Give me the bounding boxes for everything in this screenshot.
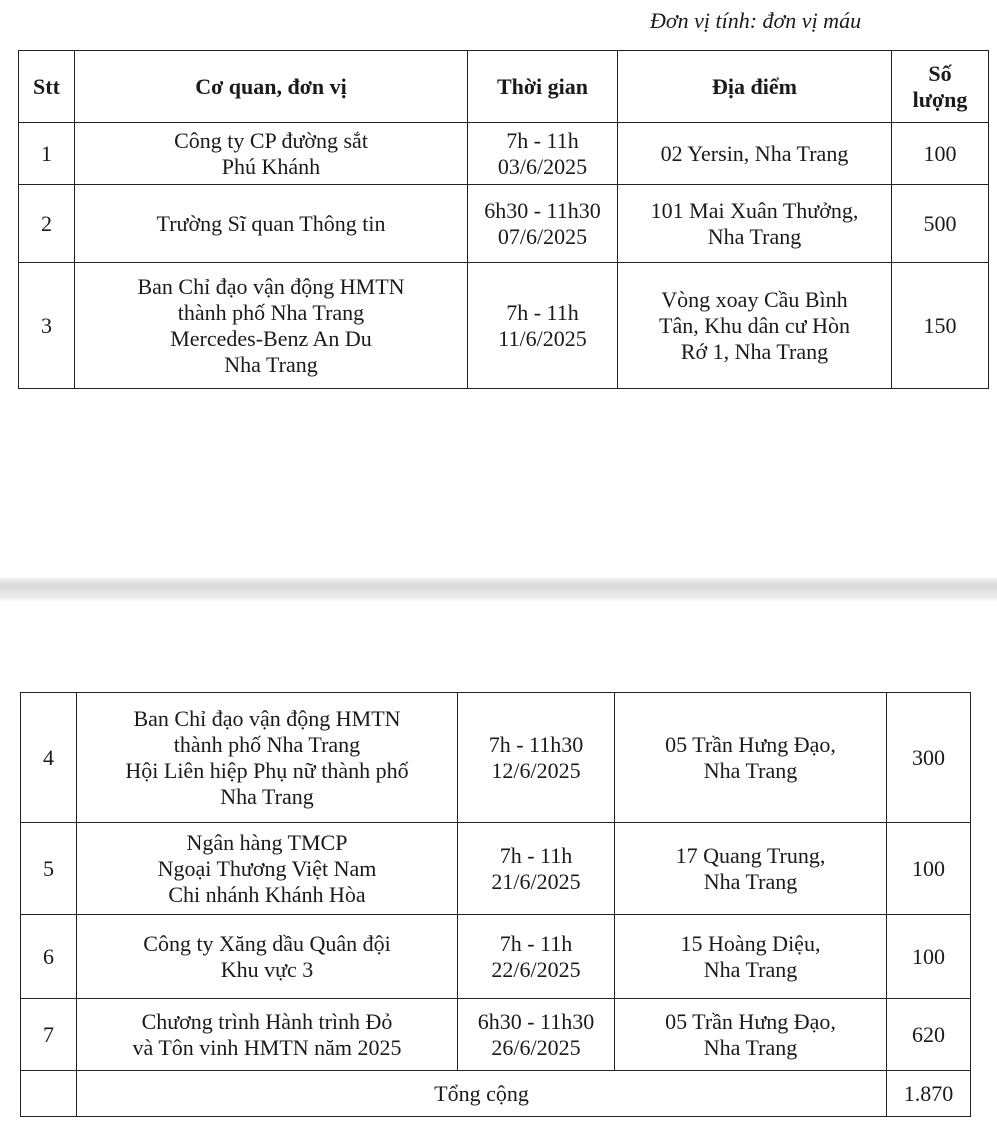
table-row bbox=[19, 123, 989, 185]
row-org bbox=[77, 693, 458, 823]
row-org-line: Ban Chỉ đạo vận động HMTN bbox=[137, 273, 405, 299]
row-time-line: 26/6/2025 bbox=[491, 1034, 581, 1060]
header-row bbox=[19, 51, 989, 123]
row-time-line: 21/6/2025 bbox=[491, 868, 581, 894]
row-org bbox=[77, 823, 458, 915]
row-time bbox=[458, 693, 615, 823]
row-place-line: 02 Yersin, Nha Trang bbox=[660, 140, 849, 166]
row-org-line: Phú Khánh bbox=[221, 153, 321, 179]
header-qty-line1: Số bbox=[928, 60, 952, 86]
row-org-line: Nha Trang bbox=[224, 351, 318, 377]
table-row bbox=[19, 185, 989, 263]
row-stt: 2 bbox=[19, 185, 75, 263]
header-time: Thời gian bbox=[468, 51, 618, 123]
page-gap bbox=[0, 398, 997, 688]
row-time bbox=[458, 999, 615, 1071]
row-time-line: 11/6/2025 bbox=[498, 325, 587, 351]
row-org bbox=[75, 123, 468, 185]
row-org bbox=[77, 999, 458, 1071]
row-place bbox=[618, 263, 892, 389]
row-stt: 6 bbox=[21, 915, 77, 999]
row-time-line: 7h - 11h bbox=[506, 299, 579, 325]
row-time-line: 22/6/2025 bbox=[491, 956, 581, 982]
row-time-line: 7h - 11h30 bbox=[488, 731, 584, 757]
row-place bbox=[615, 823, 887, 915]
row-time-line: 07/6/2025 bbox=[497, 223, 588, 249]
row-stt: 4 bbox=[21, 693, 77, 823]
row-place-line: Tân, Khu dân cư Hòn bbox=[659, 312, 850, 338]
row-org-line: thành phố Nha Trang bbox=[173, 731, 361, 757]
donation-schedule-table-part1 bbox=[18, 50, 989, 389]
header-qty-line2: lượng bbox=[912, 86, 968, 112]
total-label: Tổng cộng bbox=[77, 1071, 887, 1117]
row-org-line: thành phố Nha Trang bbox=[177, 299, 365, 325]
row-place-line: Vòng xoay Cầu Bình bbox=[661, 286, 848, 312]
row-place-line: Rớ 1, Nha Trang bbox=[680, 338, 829, 364]
row-org-line: Công ty CP đường sắt bbox=[174, 127, 368, 153]
row-place bbox=[615, 915, 887, 999]
row-qty: 500 bbox=[892, 185, 989, 263]
row-place-line: Nha Trang bbox=[703, 868, 798, 894]
table-row bbox=[21, 915, 971, 999]
page-separator-shadow bbox=[0, 596, 997, 602]
row-qty: 150 bbox=[892, 263, 989, 389]
page-separator bbox=[0, 578, 997, 596]
row-time-line: 6h30 - 11h30 bbox=[484, 197, 601, 223]
row-org-line: Trường Sĩ quan Thông tin bbox=[156, 210, 386, 236]
row-stt: 3 bbox=[19, 263, 75, 389]
row-stt: 7 bbox=[21, 999, 77, 1071]
row-time-line: 6h30 - 11h30 bbox=[477, 1008, 595, 1034]
header-stt: Stt bbox=[19, 51, 75, 123]
row-org-line: Hội Liên hiệp Phụ nữ thành phố bbox=[125, 757, 409, 783]
row-org bbox=[75, 185, 468, 263]
row-place-line: 17 Quang Trung, bbox=[675, 842, 826, 868]
row-org-line: Mercedes-Benz An Du bbox=[170, 325, 372, 351]
row-time-line: 7h - 11h bbox=[506, 127, 579, 153]
row-place bbox=[615, 693, 887, 823]
table-row bbox=[21, 693, 971, 823]
row-time-line: 7h - 11h bbox=[499, 930, 573, 956]
row-place bbox=[615, 999, 887, 1071]
row-org-line: Nha Trang bbox=[220, 783, 314, 809]
row-place-line: 15 Hoàng Diệu, bbox=[680, 930, 821, 956]
row-place-line: Nha Trang bbox=[703, 1034, 798, 1060]
row-org bbox=[75, 263, 468, 389]
row-org-line: Ngân hàng TMCP bbox=[186, 829, 348, 855]
total-value: 1.870 bbox=[887, 1071, 971, 1117]
row-place-line: Nha Trang bbox=[707, 223, 802, 249]
row-time bbox=[458, 915, 615, 999]
row-qty: 620 bbox=[887, 999, 971, 1071]
row-place-line: Nha Trang bbox=[703, 757, 798, 783]
row-place-line: Nha Trang bbox=[703, 956, 798, 982]
row-qty: 100 bbox=[887, 823, 971, 915]
unit-label: Đơn vị tính: đơn vị máu bbox=[650, 8, 862, 33]
row-org-line: Ban Chỉ đạo vận động HMTN bbox=[133, 705, 401, 731]
row-org-line: Khu vực 3 bbox=[220, 956, 314, 982]
row-time-line: 03/6/2025 bbox=[497, 153, 588, 179]
total-stt-cell bbox=[21, 1071, 77, 1117]
table-row bbox=[21, 823, 971, 915]
row-place bbox=[618, 123, 892, 185]
table-row bbox=[21, 999, 971, 1071]
row-place-line: 05 Trần Hưng Đạo, bbox=[665, 1008, 836, 1034]
row-time-line: 7h - 11h bbox=[499, 842, 573, 868]
row-time bbox=[468, 123, 618, 185]
row-org-line: Công ty Xăng dầu Quân đội bbox=[143, 930, 391, 956]
donation-schedule-table-part2 bbox=[20, 692, 971, 1117]
row-org-line: Ngoại Thương Việt Nam bbox=[157, 855, 377, 881]
row-place-line: 05 Trần Hưng Đạo, bbox=[665, 731, 836, 757]
header-qty bbox=[892, 51, 989, 123]
row-org-line: Chi nhánh Khánh Hòa bbox=[168, 881, 366, 907]
header-place: Địa điểm bbox=[618, 51, 892, 123]
row-qty: 100 bbox=[887, 915, 971, 999]
row-qty: 100 bbox=[892, 123, 989, 185]
row-qty: 300 bbox=[887, 693, 971, 823]
row-org-line: và Tôn vinh HMTN năm 2025 bbox=[132, 1034, 402, 1060]
total-row bbox=[21, 1071, 971, 1117]
row-place-line: 101 Mai Xuân Thưởng, bbox=[650, 197, 859, 223]
row-time bbox=[458, 823, 615, 915]
row-org bbox=[77, 915, 458, 999]
row-org-line: Chương trình Hành trình Đỏ bbox=[141, 1008, 393, 1034]
row-time bbox=[468, 185, 618, 263]
row-place bbox=[618, 185, 892, 263]
row-stt: 5 bbox=[21, 823, 77, 915]
table-row bbox=[19, 263, 989, 389]
header-org: Cơ quan, đơn vị bbox=[75, 51, 468, 123]
row-time-line: 12/6/2025 bbox=[491, 757, 581, 783]
row-time bbox=[468, 263, 618, 389]
row-stt: 1 bbox=[19, 123, 75, 185]
